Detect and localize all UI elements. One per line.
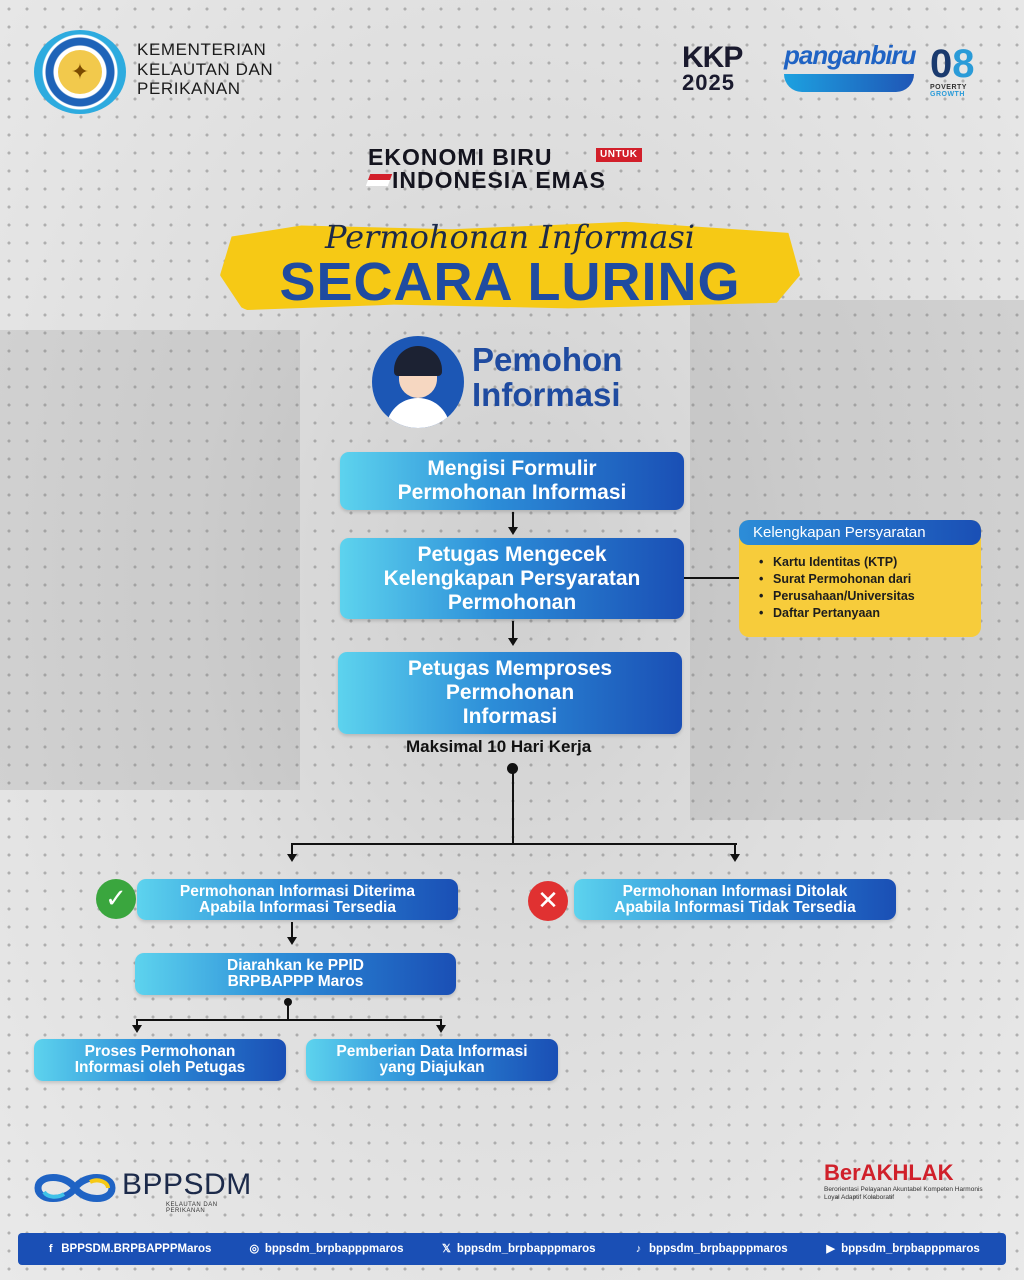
requirements-title: Kelengkapan Persyaratan — [739, 520, 981, 545]
ekonomi-biru-theme — [368, 146, 658, 192]
ministry-line-3: PERIKANAN — [137, 79, 241, 98]
rejected-line-2: Apabila Informasi Tidak Tersedia — [614, 898, 856, 916]
directed-line-1: Diarahkan ke PPID — [227, 957, 364, 974]
social-handle: bppsdm_brpbapppmaros — [649, 1243, 788, 1255]
step-1-line-2: Permohonan Informasi — [397, 481, 627, 504]
berakhlak-text: BerAKHLAK — [824, 1160, 954, 1185]
social-handle: bppsdm_brpbapppmaros — [264, 1243, 404, 1255]
youtube-icon: ▶ — [826, 1242, 835, 1255]
applicant-label-line-1: Pemohon — [472, 341, 623, 378]
check-icon: ✓ — [96, 879, 136, 919]
social-media-bar — [18, 1233, 1006, 1265]
person-avatar-icon — [372, 336, 464, 428]
o8-caption-poverty: POVERTY — [930, 84, 967, 91]
panganbiru-text: panganbiru — [784, 40, 916, 70]
requirement-item-continued-text: Perusahaan/Universitas — [773, 589, 915, 603]
step-check-requirements — [340, 538, 684, 619]
berakhlak-logo — [824, 1160, 984, 1220]
x-icon: 𝕏 — [441, 1242, 451, 1255]
social-handle: bppsdm_brpbapppmaros — [456, 1243, 596, 1255]
process-line-2: Informasi oleh Petugas — [74, 1059, 246, 1076]
kkp-logo-year: 2025 — [682, 70, 735, 95]
connector-branch-horizontal — [291, 843, 737, 845]
theme-line-2: INDONESIA EMAS — [392, 167, 606, 193]
background-photo-left — [0, 330, 300, 790]
applicant-label — [472, 342, 622, 412]
arrow-down-icon — [508, 638, 518, 646]
processing-time-note: Maksimal 10 Hari Kerja — [406, 737, 592, 756]
step-3-line-2: Permohonan — [445, 681, 575, 704]
arrow-down-icon — [730, 854, 740, 862]
tiktok-icon: ♪ — [635, 1242, 642, 1255]
process-line-1: Proses Permohonan — [84, 1043, 236, 1060]
step-fill-form — [340, 452, 684, 510]
arrow-down-icon — [287, 937, 297, 945]
social-tiktok[interactable] — [632, 1243, 788, 1256]
o8-digit-zero: 0 — [930, 42, 953, 86]
social-handle: BPPSDM.BRPBAPPPMaros — [61, 1243, 212, 1255]
step-3-line-1: Petugas Memproses — [407, 657, 613, 680]
bppsdm-text: BPPSDM — [122, 1168, 252, 1201]
ministry-line-2: KELAUTAN DAN — [137, 59, 274, 79]
arrow-down-icon — [132, 1025, 142, 1033]
ministry-name — [137, 40, 273, 99]
outcome-rejected — [574, 879, 896, 920]
berakhlak-tagline: Berorientasi Pelayanan Akuntabel Kompeten Harmonis Loyal Adaptif Kolaboratif — [824, 1186, 983, 1201]
step-process-request — [338, 652, 682, 734]
zero-poverty-growth-logo — [930, 44, 1000, 100]
requirement-item: • Daftar Pertanyaan — [759, 605, 915, 622]
step-2-line-3: Permohonan — [447, 590, 577, 614]
o8-caption-growth: GROWTH — [930, 91, 965, 98]
theme-untuk-badge: UNTUK — [596, 148, 642, 162]
directed-line-2: BRPBAPPP Maros — [227, 973, 364, 990]
delivery-line-1: Pemberian Data Informasi — [336, 1043, 528, 1060]
facebook-icon: f — [48, 1242, 53, 1255]
ministry-line-1: KEMENTERIAN — [137, 40, 267, 59]
step-1-line-1: Mengisi Formulir — [427, 457, 597, 480]
outcome-process-by-officer — [34, 1039, 286, 1081]
o8-digit-eight: 8 — [952, 42, 975, 86]
requirements-list — [759, 554, 915, 622]
requirement-item: • Surat Permohonan dari — [759, 571, 915, 588]
flag-icon — [366, 174, 392, 186]
social-x[interactable] — [440, 1243, 596, 1256]
outcome-data-delivery — [306, 1039, 558, 1081]
instagram-icon: ◎ — [249, 1242, 260, 1255]
kkp-ministry-logo — [34, 30, 126, 114]
garuda-emblem-icon: ✦ — [58, 50, 102, 94]
delivery-line-2: yang Diajukan — [379, 1059, 485, 1076]
page-title: SECARA LURING — [279, 252, 741, 312]
kkp-logo-text: KKP — [682, 41, 743, 74]
connector-subbranch-trunk — [287, 1002, 289, 1020]
social-youtube[interactable] — [824, 1243, 980, 1256]
step-2-line-2: Kelengkapan Persyaratan — [383, 566, 641, 590]
arrow-down-icon — [436, 1025, 446, 1033]
applicant-label-line-2: Informasi — [472, 376, 621, 413]
connector-subbranch-horizontal — [136, 1019, 442, 1021]
accepted-line-1: Permohonan Informasi Diterima — [179, 882, 416, 900]
wave-icon — [784, 74, 914, 92]
theme-line-1: EKONOMI BIRU — [368, 144, 553, 170]
page-subtitle: Permohonan Informasi — [324, 218, 695, 256]
requirement-item: • Kartu Identitas (KTP) — [759, 554, 915, 571]
outcome-directed-ppid — [135, 953, 456, 995]
requirement-item-continued — [759, 588, 915, 605]
infinity-logo-icon — [30, 1168, 120, 1208]
requirements-card — [739, 520, 981, 637]
connector-branch-trunk — [512, 768, 514, 844]
cross-icon: ✕ — [528, 881, 568, 921]
outcome-accepted — [137, 879, 458, 920]
social-handle: bppsdm_brpbapppmaros — [841, 1243, 980, 1255]
social-facebook[interactable] — [44, 1243, 211, 1256]
arrow-down-icon — [287, 854, 297, 862]
step-2-line-1: Petugas Mengecek — [417, 542, 607, 566]
step-3-line-3: Informasi — [462, 705, 558, 728]
bppsdm-logo — [30, 1164, 250, 1214]
rejected-line-1: Permohonan Informasi Ditolak — [622, 882, 848, 900]
social-instagram[interactable] — [248, 1243, 404, 1256]
accepted-line-2: Apabila Informasi Tersedia — [199, 898, 396, 916]
panganbiru-logo — [784, 40, 920, 96]
bppsdm-tagline: KELAUTAN DAN PERIKANAN — [166, 1202, 218, 1214]
connector-requirements — [684, 577, 740, 579]
kkp-2025-logo — [682, 41, 774, 98]
arrow-down-icon — [508, 527, 518, 535]
